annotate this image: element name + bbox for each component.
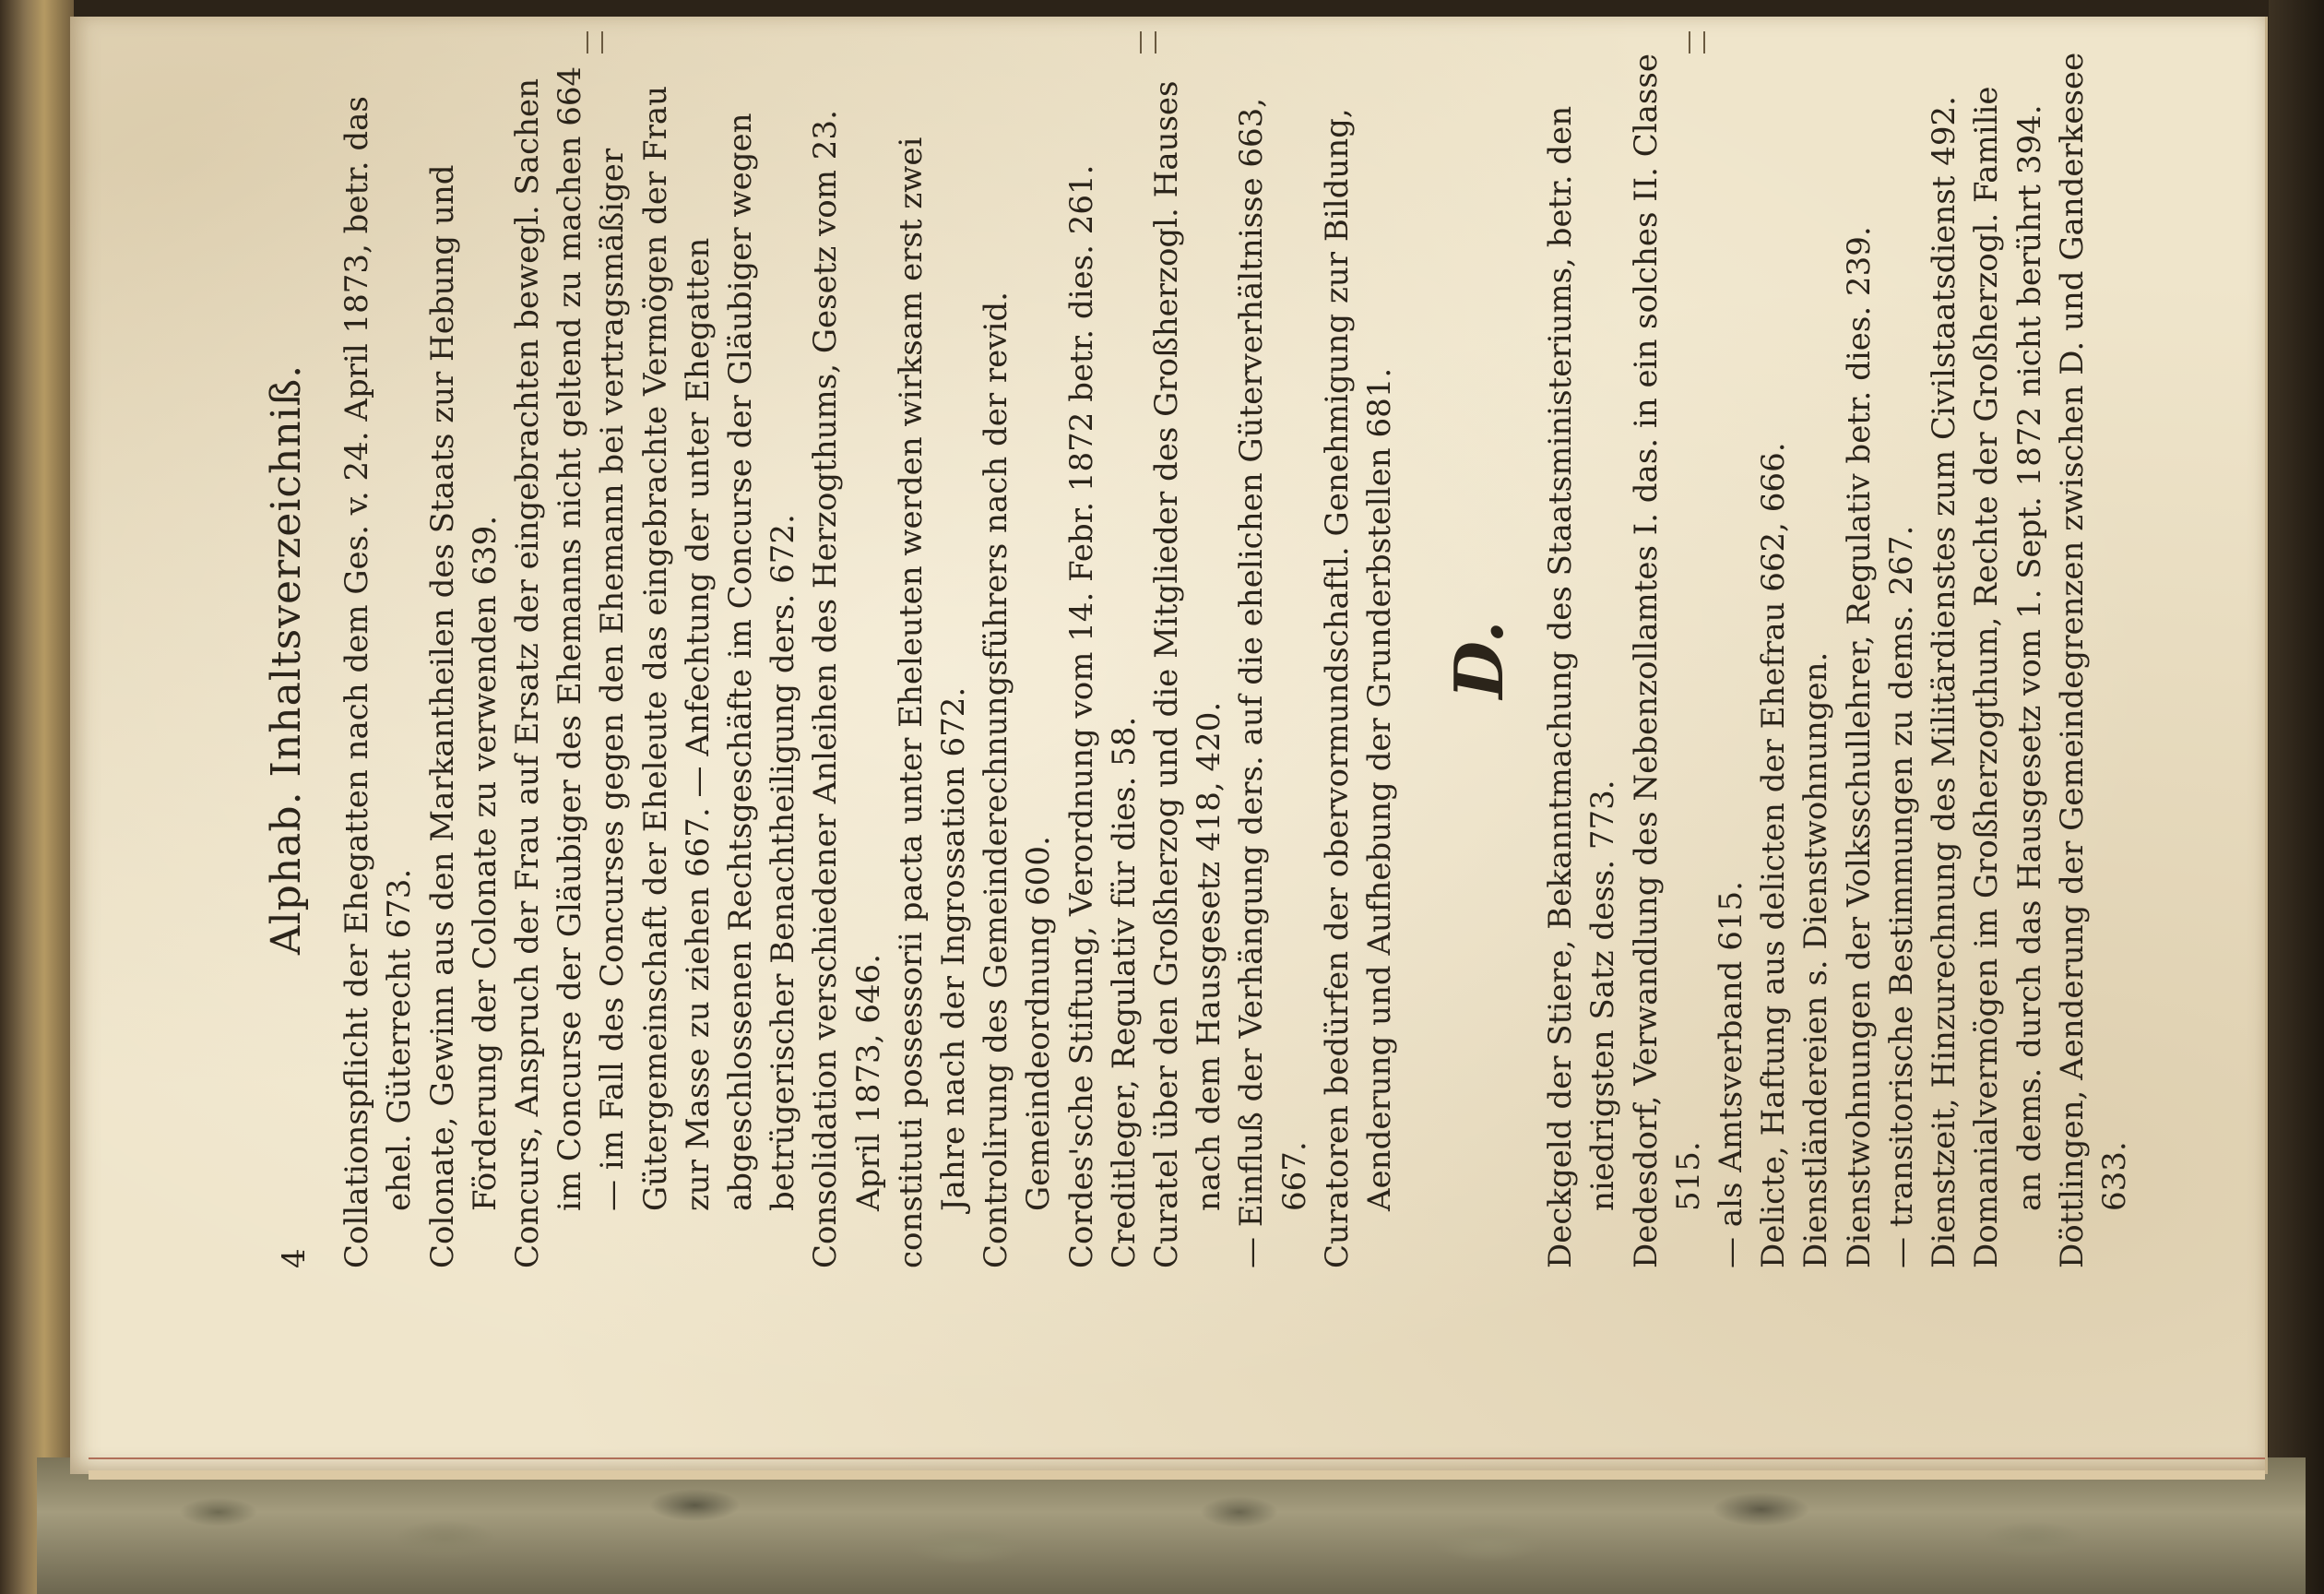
index-entry: Dienstländereien s. Dienstwohnungen. (1797, 651, 1835, 1268)
index-entry: — als Amtsverband 615. (1713, 881, 1750, 1268)
index-entry: Creditleger, Regulativ für dies. 58. (1105, 716, 1143, 1268)
section-letter-heading: D. (1440, 620, 1519, 699)
index-section-c (336, 51, 1401, 1268)
page-title: Alphab. Inhaltsverzeichniß. (263, 363, 310, 956)
index-entry: Consolidation verschiedener Anleihen des Herzogthums, Gesetz vom 23. April 1873, 646. (807, 110, 887, 1268)
index-entry: Controlirung des Gemeinderechnungsführers nach der revid. Gemeindeordnung 600. (978, 291, 1058, 1268)
index-entry: — transitorische Bestimmungen zu dems. 267. (1882, 525, 1920, 1268)
index-entry: Curatel über den Großherzog und die Mitglieder des Großherzogl. Hauses nach dem Hausgesetz 418, 420. (1148, 80, 1228, 1268)
index-entry: Cordes'sche Stiftung, Verordnung vom 14. Febr. 1872 betr. dies. 261. (1062, 164, 1100, 1268)
index-entry: Delicte, Haftung aus delicten der Ehefrau 662, 666. (1755, 442, 1793, 1268)
index-entry: Domanialvermögen im Großherzogthum, Rechte der Großherzogl. Familie an dems. durch das Hausgesetz vom 1. Sept. 1872 nicht berührt 394. (1968, 86, 2048, 1268)
index-entry: constituti possessorii pacta unter Eheleuten werden wirksam erst zwei Jahre nach der Ingrossation 672. (892, 137, 973, 1268)
index-entry: Dienstwohnungen der Volksschullehrer, Regulativ betr. dies. 239. (1840, 226, 1878, 1268)
index-entry: Curatoren bedürfen der obervormundschaftl. Genehmigung zur Bildung, Aenderung und Aufhebung der Grunderbstellen 681. (1318, 108, 1399, 1268)
index-entry: Concurs, Anspruch der Frau auf Ersatz der eingebrachten bewegl. Sachen im Concurse der Gläubiger des Ehemanns nicht geltend zu machen 664 — im Fall des Concurses gegen den Ehemann bei vertragsmäßiger Gütergemeinschaft der Eheleute das eingebrachte Vermögen der Frau zur Masse zu ziehen 667. — Anfechtung der unter Ehegatten abgeschlossenen Rechtsgeschäfte im Concurse der Gläubiger wegen betrügerischer Benachtheiligung ders. 672. (509, 65, 802, 1268)
book-edge-left (0, 0, 74, 1594)
book-cover-right (2269, 0, 2324, 1594)
page-number: 4 (276, 1248, 313, 1268)
index-entry: Dienstzeit, Hinzurechnung des Militärdienstes zum Civilstaatsdienst 492. (1926, 96, 1963, 1268)
index-section-d (1539, 51, 2136, 1268)
index-entry: Dedesdorf, Verwandlung des Nebenzollamtes I. das. in ein solches II. Classe 515. (1627, 54, 1707, 1268)
index-entry: Colonate, Gewinn aus den Markantheilen des Staats zur Hebung und Förderung der Colonate zu verwenden 639. (423, 164, 504, 1268)
page-border-band (89, 1470, 2265, 1480)
page-border-rule (89, 1457, 2265, 1459)
rotated-text-block (263, 51, 2133, 1268)
page-header (263, 51, 315, 1268)
index-entry: Collationspflicht der Ehegatten nach dem Ges. v. 24. April 1873, betr. das ehel. Güterrecht 673. (338, 96, 419, 1268)
index-entry: Döttlingen, Aenderung der Gemeindegrenzen zwischen D. und Ganderkesee 633. (2053, 52, 2133, 1268)
index-entry: Deckgeld der Stiere, Bekanntmachung des Staatsministeriums, betr. den niedrigsten Satz dess. 773. (1542, 105, 1622, 1268)
index-entry: — Einfluß der Verhängung ders. auf die ehelichen Güterverhältnisse 663, 667. (1233, 97, 1313, 1268)
